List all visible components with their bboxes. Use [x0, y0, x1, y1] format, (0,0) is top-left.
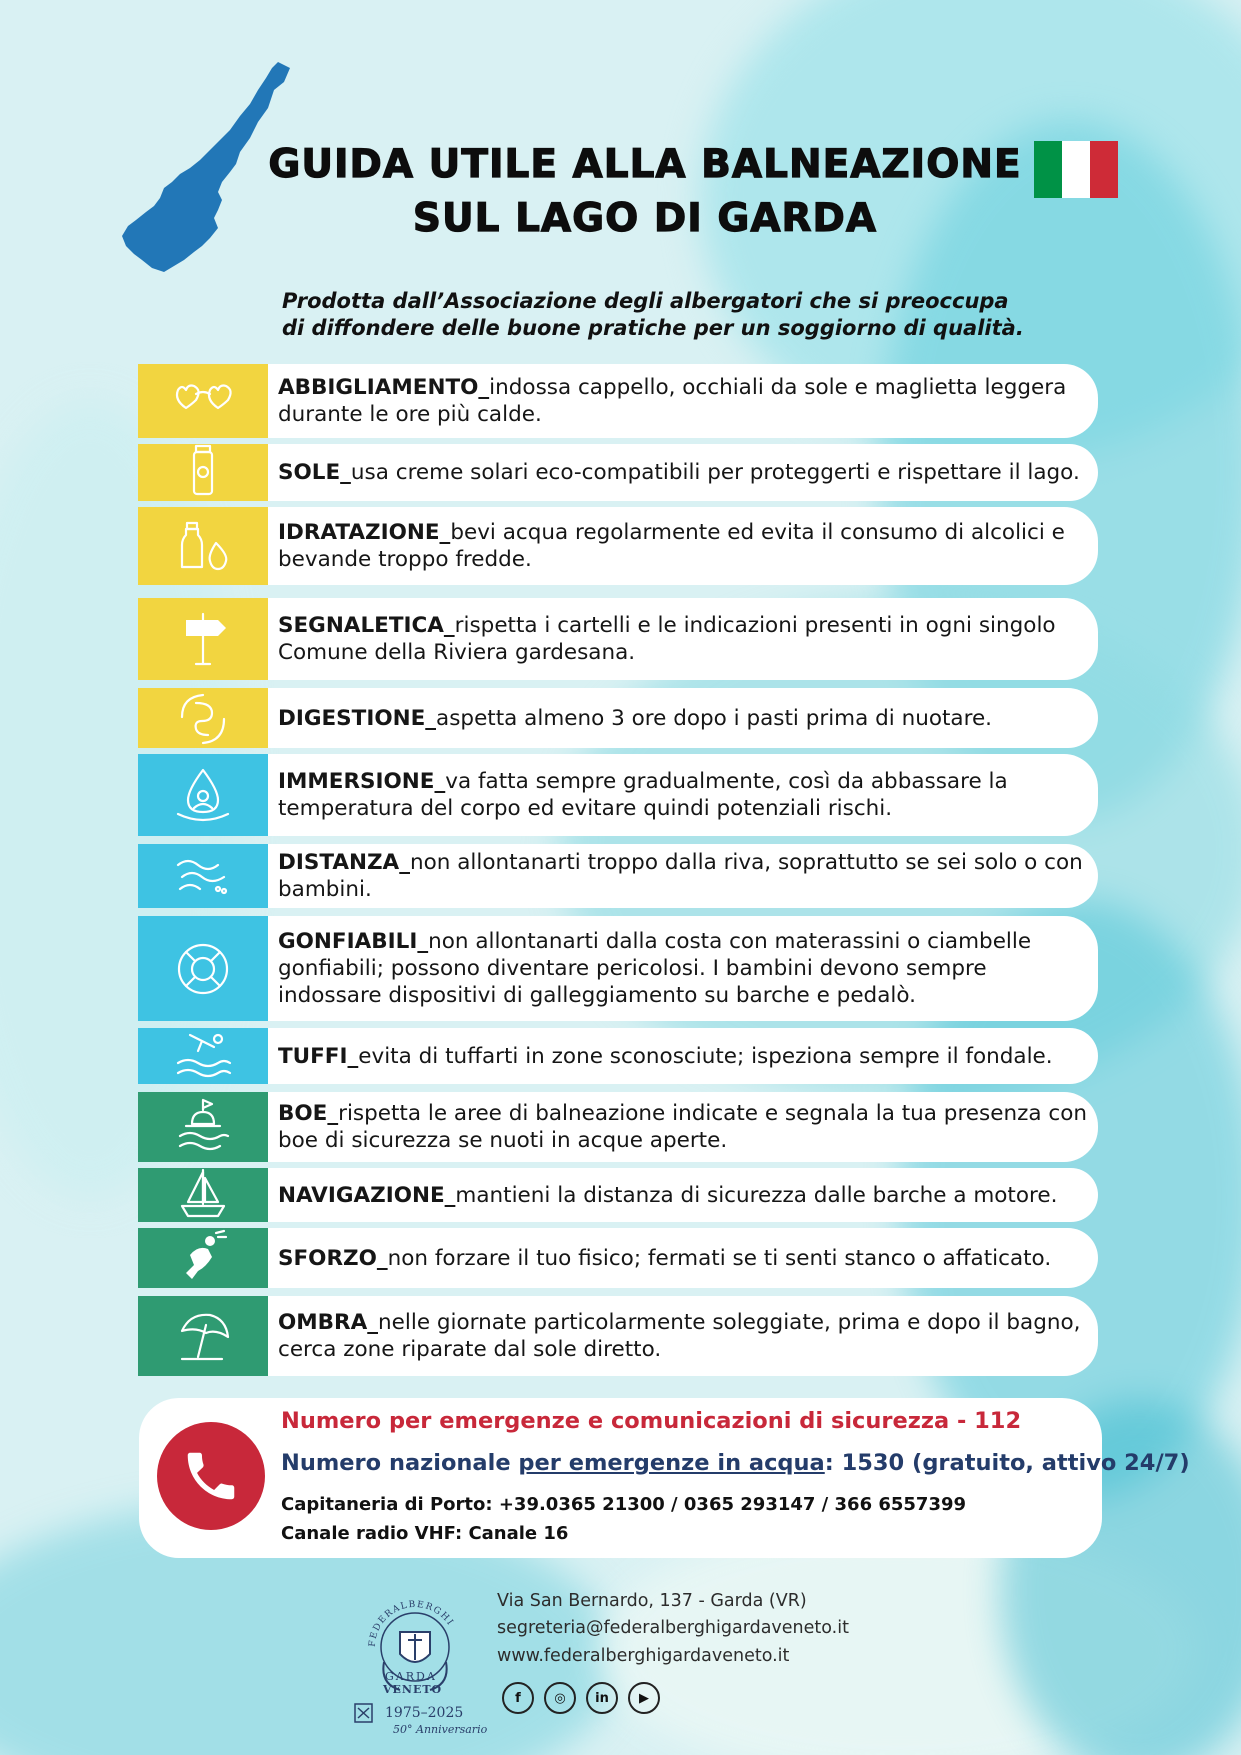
website-link[interactable]: www.federalberghigardaveneto.it	[497, 1646, 790, 1666]
address: Via San Bernardo, 137 - Garda (VR)	[497, 1591, 807, 1611]
rule-description: indossa cappello, occhiali da sole e maglietta leggera durante le ore più calde.	[278, 375, 1067, 427]
logo-veneto-text: VENETO	[383, 1683, 443, 1696]
rule-row	[138, 1092, 1098, 1162]
rule-text	[278, 1092, 1088, 1162]
emergency-panel	[139, 1398, 1190, 1558]
rule-label: GONFIABILI_	[278, 929, 429, 954]
rule-row	[138, 507, 1098, 585]
rule-label: OMBRA_	[278, 1310, 379, 1335]
phone-icon	[157, 1422, 265, 1530]
vhf-channel-line: Canale radio VHF: Canale 16	[281, 1523, 569, 1544]
rule-text	[278, 1296, 1088, 1376]
subtitle-line-2: di diffondere delle buone pratiche per un soggiorno di qualità.	[282, 316, 1024, 340]
diver-icon	[138, 1028, 268, 1084]
subtitle-line-1: Prodotta dall’Associazione degli albergatori che si preoccupa	[282, 289, 1009, 313]
italian-flag-icon	[1034, 141, 1118, 198]
rule-label: DISTANZA_	[278, 850, 410, 875]
emergency-1530-line	[281, 1450, 1190, 1476]
rule-description: rispetta le aree di balneazione indicate e segnala la tua presenza con boe di sicurezza se nuoti in acque aperte.	[278, 1101, 1087, 1153]
rule-row	[138, 844, 1098, 908]
rule-text	[278, 1028, 1088, 1084]
linkedin-icon[interactable]: in	[586, 1682, 618, 1714]
rule-label: DIGESTIONE_	[278, 705, 437, 731]
rule-row	[138, 754, 1098, 836]
rule-row	[138, 916, 1098, 1021]
rule-description: usa creme solari eco-compatibili per proteggerti e rispettare il lago.	[350, 460, 1080, 485]
page-title	[240, 138, 1050, 246]
lifebuoy-icon	[138, 916, 268, 1021]
title-line-2: SUL LAGO DI GARDA	[412, 196, 878, 241]
logo-ring-text: FEDERALBERGHI	[367, 1599, 456, 1648]
rule-label: IMMERSIONE_	[278, 769, 446, 794]
logo-garda-text: GARDA	[385, 1670, 437, 1683]
sailboat-icon	[138, 1168, 268, 1222]
rule-label: ABBIGLIAMENTO_	[278, 375, 490, 400]
rule-label: SOLE_	[278, 460, 351, 485]
rule-text	[278, 844, 1088, 908]
rule-row	[138, 444, 1098, 501]
capitaneria-line: Capitaneria di Porto: +39.0365 21300 / 0365 293147 / 366 6557399	[281, 1494, 967, 1515]
rule-description: non allontanarti dalla costa con materassini o ciambelle gonfiabili; possono diventare pericolosi. I bambini devono sempre indossare dispositivi di galleggiamento su barche e pedalò.	[278, 929, 1032, 1008]
social-links	[502, 1682, 660, 1714]
rule-row	[138, 598, 1098, 680]
facebook-icon[interactable]: f	[502, 1682, 534, 1714]
heart-glasses-icon	[138, 364, 268, 438]
rule-row	[138, 1028, 1098, 1084]
rule-description: va fatta sempre gradualmente, così da abbassare la temperatura del corpo ed evitare quindi potenziali rischi.	[278, 769, 1008, 821]
rule-text	[278, 507, 1088, 585]
rule-text	[278, 364, 1088, 438]
rule-row	[138, 688, 1098, 748]
email-link[interactable]: segreteria@federalberghigardaveneto.it	[497, 1618, 849, 1638]
rule-row	[138, 1228, 1098, 1288]
beach-umbrella-icon	[138, 1296, 268, 1376]
buoy-icon	[138, 1092, 268, 1162]
emergency-1530-prefix: Numero nazionale	[281, 1450, 519, 1476]
instagram-icon[interactable]: ◎	[544, 1682, 576, 1714]
digestion-icon	[138, 688, 268, 748]
subtitle	[282, 288, 1082, 342]
youtube-icon[interactable]: ▶	[628, 1682, 660, 1714]
rule-text	[278, 688, 1088, 748]
rule-label: IDRATAZIONE_	[278, 520, 451, 545]
rule-description: non forzare il tuo fisico; fermati se ti senti stanco o affaticato.	[387, 1245, 1052, 1271]
emergency-112-line: Numero per emergenze e comunicazioni di sicurezza - 112	[281, 1408, 1022, 1434]
rule-row	[138, 1296, 1098, 1376]
sunscreen-icon	[138, 444, 268, 501]
rule-text	[278, 598, 1088, 680]
rule-description: evita di tuffarti in zone sconosciute; ispeziona sempre il fondale.	[358, 1043, 1053, 1069]
rule-row	[138, 1168, 1098, 1222]
rule-text	[278, 444, 1088, 501]
rule-text	[278, 754, 1088, 836]
signpost-icon	[138, 598, 268, 680]
water-bottle-icon	[138, 507, 268, 585]
rule-description: mantieni la distanza di sicurezza dalle barche a motore.	[455, 1182, 1058, 1208]
rule-label: NAVIGAZIONE_	[278, 1182, 456, 1208]
rule-description: bevi acqua regolarmente ed evita il consumo di alcolici e bevande troppo fredde.	[278, 520, 1065, 572]
rule-text	[278, 916, 1088, 1021]
title-line-1: GUIDA UTILE ALLA BALNEAZIONE	[268, 142, 1022, 187]
rule-description: nelle giornate particolarmente soleggiate, prima e dopo il bagno, cerca zone riparate dal sole diretto.	[278, 1310, 1081, 1362]
rule-row	[138, 364, 1098, 438]
rule-description: rispetta i cartelli e le indicazioni presenti in ogni singolo Comune della Riviera gardesana.	[278, 613, 1056, 665]
immersion-drop-icon	[138, 754, 268, 836]
emergency-water-link[interactable]: per emergenze in acqua	[518, 1450, 825, 1476]
rule-label: SEGNALETICA_	[278, 613, 455, 638]
swimmer-effort-icon	[138, 1228, 268, 1288]
rule-text	[278, 1168, 1088, 1222]
rule-label: TUFFI_	[278, 1043, 359, 1069]
rule-text	[278, 1228, 1088, 1288]
rule-description: aspetta almeno 3 ore dopo i pasti prima di nuotare.	[436, 705, 993, 731]
rule-description: non allontanarti troppo dalla riva, soprattutto se sei solo o con bambini.	[278, 850, 1083, 902]
rule-label: SFORZO_	[278, 1245, 388, 1271]
rule-label: BOE_	[278, 1101, 339, 1126]
waves-distance-icon	[138, 844, 268, 908]
logo-anniversary-text: 50° Anniversario	[393, 1723, 488, 1736]
logo-years-text: 1975–2025	[385, 1705, 464, 1721]
emergency-1530-suffix: : 1530 (gratuito, attivo 24/7)	[824, 1450, 1190, 1476]
